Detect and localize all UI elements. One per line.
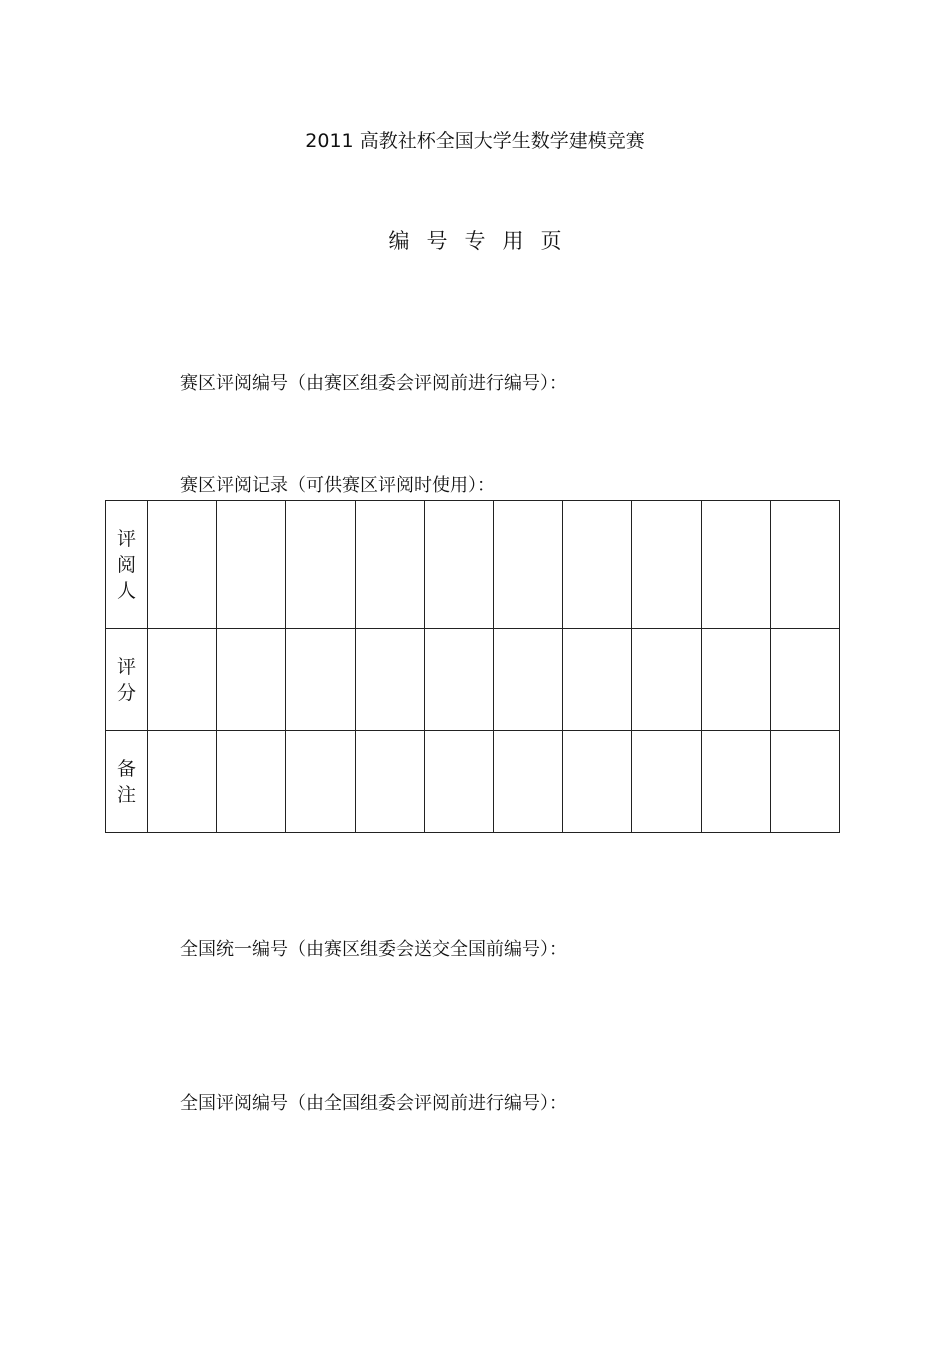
reviewer-cell[interactable] xyxy=(217,501,286,629)
regional-review-record-label: 赛区评阅记录（可供赛区评阅时使用）： xyxy=(180,475,495,496)
score-cell[interactable] xyxy=(148,629,217,731)
row-header-remark: 备注 xyxy=(106,731,148,833)
remark-cell[interactable] xyxy=(701,731,770,833)
reviewer-cell[interactable] xyxy=(770,501,839,629)
row-header-reviewer: 评阅人 xyxy=(106,501,148,629)
page-subtitle: 编号专用页 xyxy=(388,229,579,253)
score-cell[interactable] xyxy=(493,629,562,731)
reviewer-cell[interactable] xyxy=(286,501,355,629)
table-row-score xyxy=(106,629,840,731)
table-row-reviewer xyxy=(106,501,840,629)
score-cell[interactable] xyxy=(563,629,632,731)
score-cell[interactable] xyxy=(355,629,424,731)
national-review-number-label: 全国评阅编号（由全国组委会评阅前进行编号）： xyxy=(180,1093,567,1114)
reviewer-cell[interactable] xyxy=(424,501,493,629)
remark-cell[interactable] xyxy=(563,731,632,833)
reviewer-cell[interactable] xyxy=(563,501,632,629)
score-cell[interactable] xyxy=(770,629,839,731)
remark-cell[interactable] xyxy=(493,731,562,833)
score-cell[interactable] xyxy=(632,629,701,731)
reviewer-cell[interactable] xyxy=(355,501,424,629)
remark-cell[interactable] xyxy=(632,731,701,833)
reviewer-cell[interactable] xyxy=(148,501,217,629)
national-unified-number-label: 全国统一编号（由赛区组委会送交全国前编号）： xyxy=(180,939,567,960)
reviewer-cell[interactable] xyxy=(493,501,562,629)
row-header-score: 评分 xyxy=(106,629,148,731)
score-cell[interactable] xyxy=(286,629,355,731)
page-title: 2011 高教社杯全国大学生数学建模竞赛 xyxy=(305,130,645,152)
table-row-remark xyxy=(106,731,840,833)
review-record-table xyxy=(105,500,840,833)
remark-cell[interactable] xyxy=(217,731,286,833)
remark-cell[interactable] xyxy=(770,731,839,833)
remark-cell[interactable] xyxy=(424,731,493,833)
score-cell[interactable] xyxy=(217,629,286,731)
reviewer-cell[interactable] xyxy=(632,501,701,629)
score-cell[interactable] xyxy=(424,629,493,731)
regional-review-number-label: 赛区评阅编号（由赛区组委会评阅前进行编号）： xyxy=(180,373,567,394)
remark-cell[interactable] xyxy=(286,731,355,833)
remark-cell[interactable] xyxy=(148,731,217,833)
score-cell[interactable] xyxy=(701,629,770,731)
reviewer-cell[interactable] xyxy=(701,501,770,629)
remark-cell[interactable] xyxy=(355,731,424,833)
